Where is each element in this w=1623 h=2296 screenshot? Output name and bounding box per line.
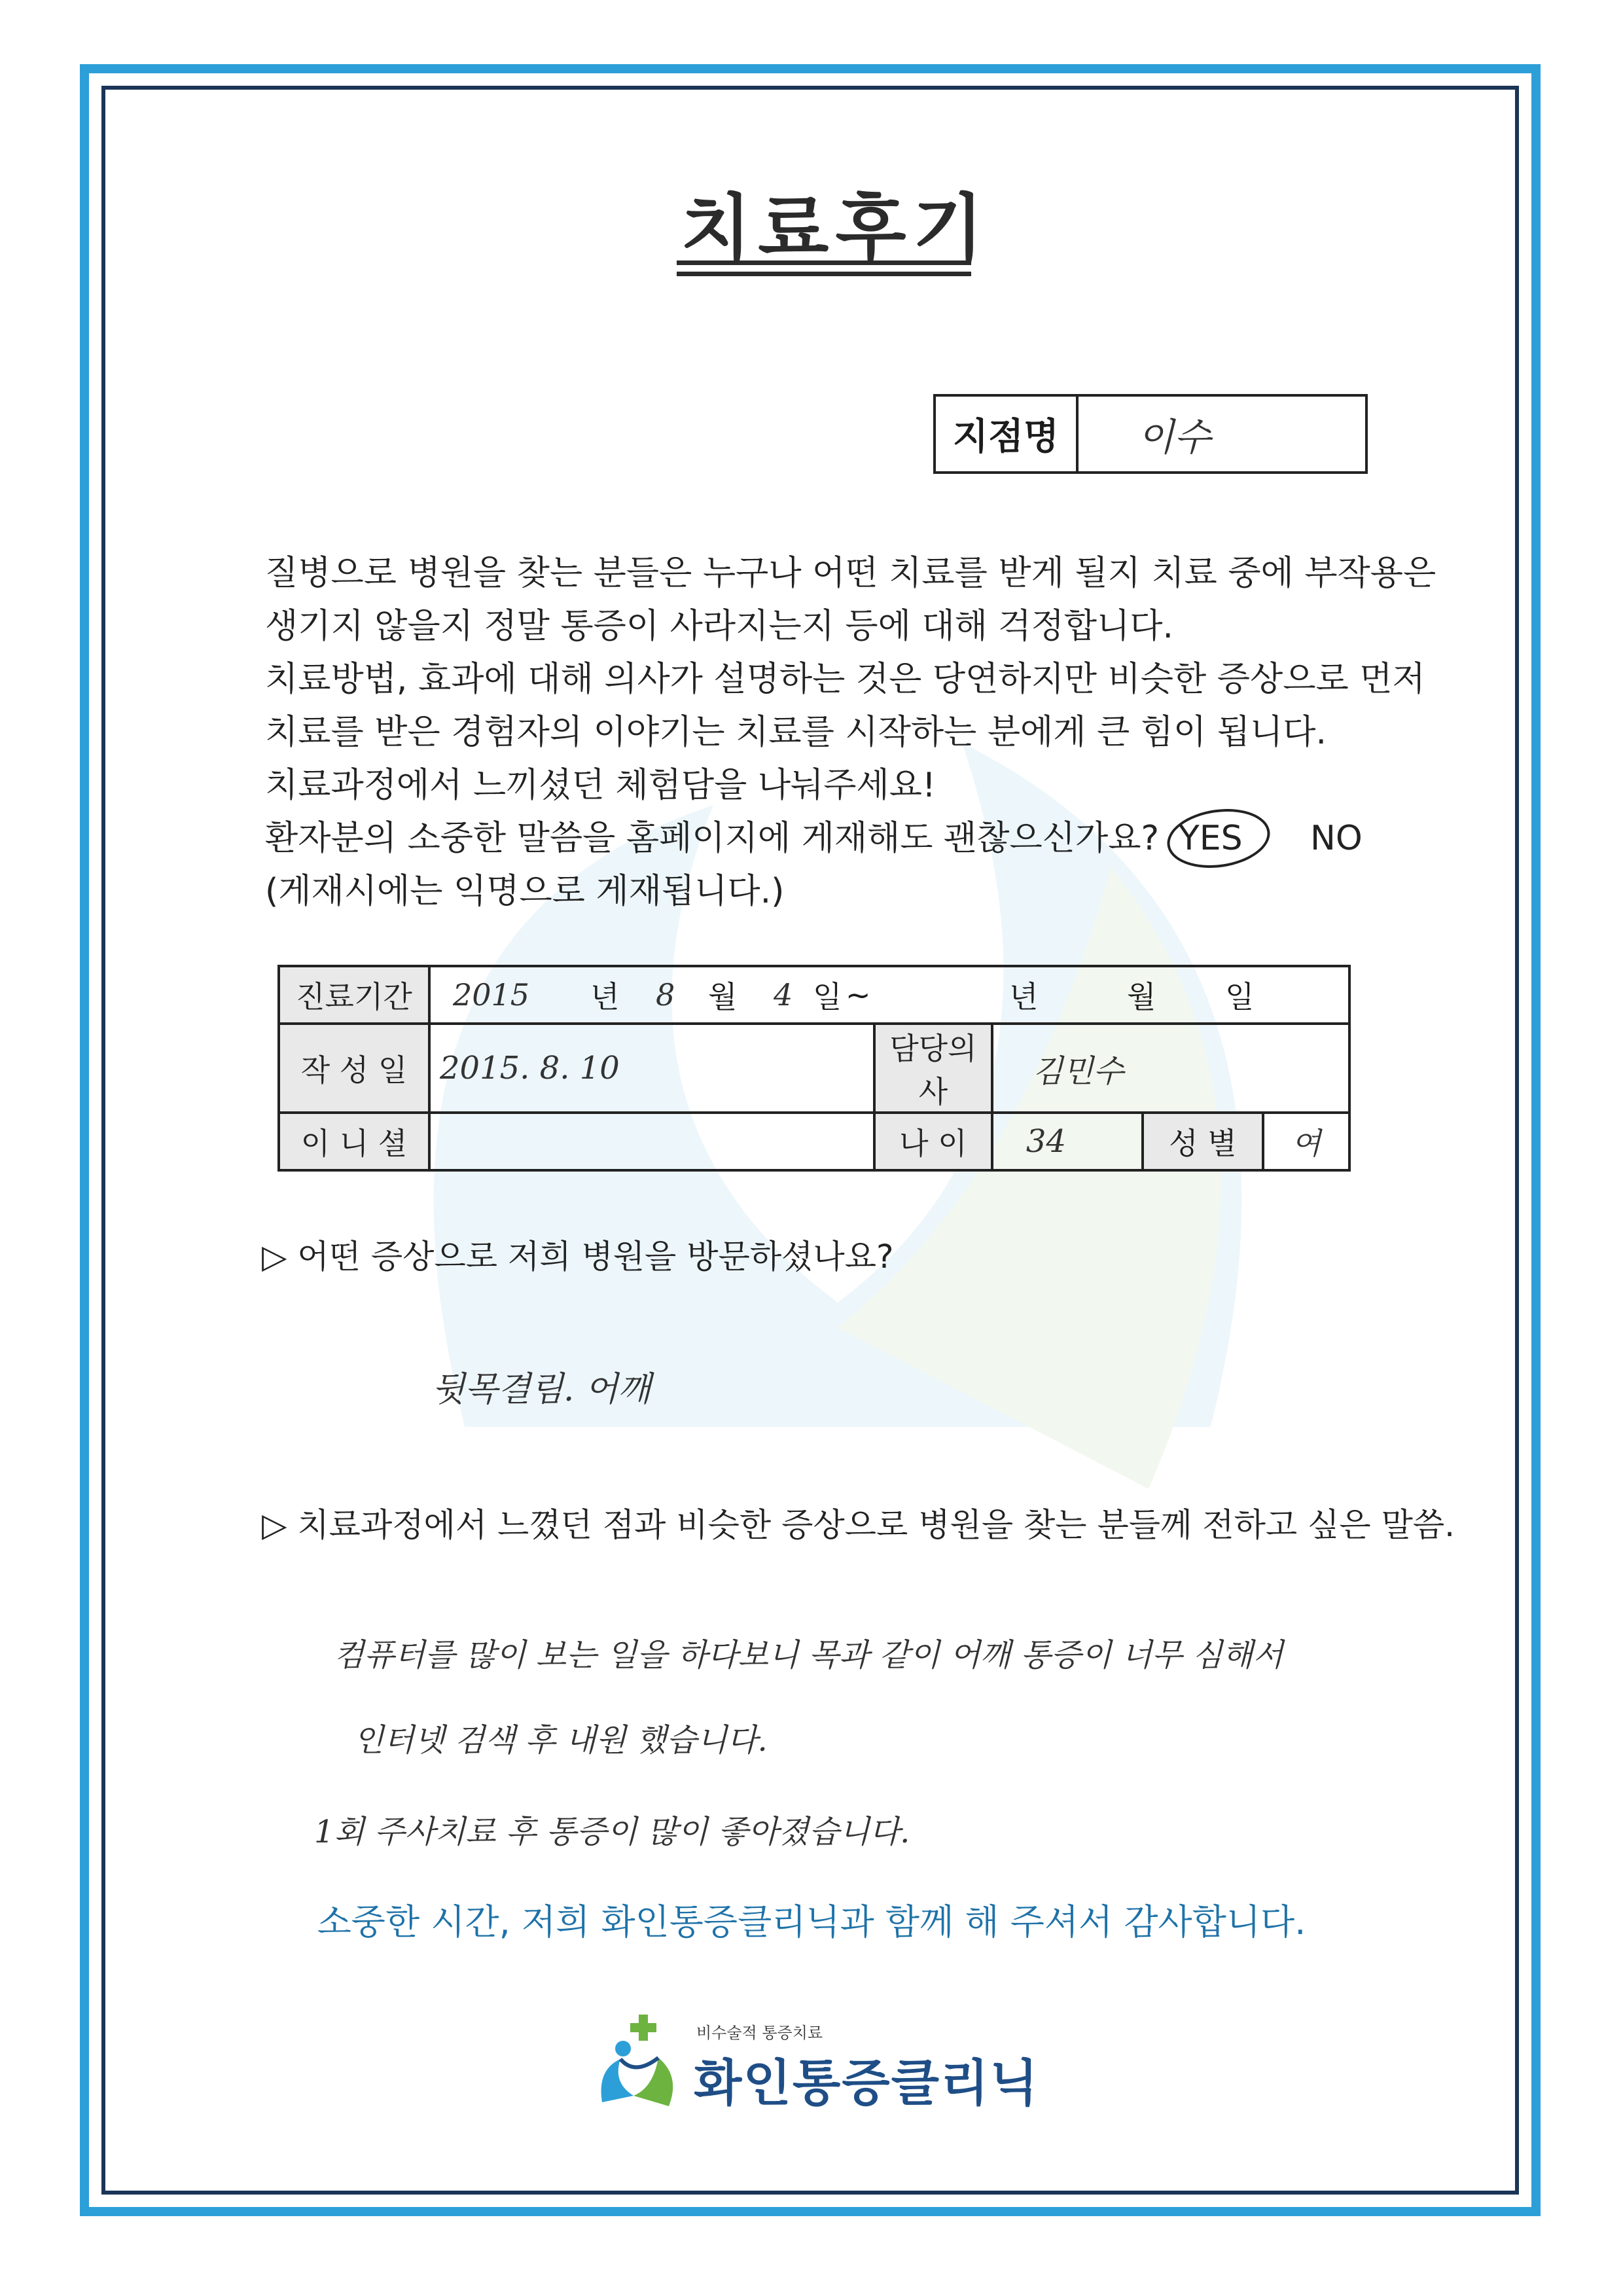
- age-value: 34: [992, 1113, 1143, 1170]
- intro-line: 치료방법, 효과에 대해 의사가 설명하는 것은 당연하지만 비슷한 증상으로 먼저: [265, 660, 1425, 699]
- patient-info-table: [277, 965, 1351, 1172]
- initial-value: [429, 1113, 874, 1170]
- answer-symptoms: 뒷목결림. 어깨: [432, 1370, 651, 1409]
- doctor-label: 담당의사: [874, 1024, 992, 1113]
- age-label: 나 이: [874, 1113, 992, 1170]
- date-value: 2015. 8. 10: [429, 1024, 874, 1113]
- logo-subtitle: 비수술적 통증치료: [696, 2024, 823, 2042]
- intro-line: 질병으로 병원을 찾는 분들은 누구나 어떤 치료를 받게 될지 치료 중에 부작용은: [265, 554, 1436, 593]
- intro-text: [265, 547, 1436, 918]
- month-unit: 월: [708, 979, 738, 1014]
- period-start-month: 8: [656, 977, 675, 1013]
- branch-value: 이수: [1137, 415, 1211, 459]
- consent-no-option: NO: [1310, 819, 1363, 858]
- gender-value: 여: [1291, 1126, 1321, 1161]
- table-row: [279, 1113, 1349, 1170]
- period-start-year: 2015: [453, 977, 530, 1013]
- tilde: ~: [846, 977, 871, 1013]
- year-unit: 년: [590, 979, 620, 1014]
- consent-yes-option: [1179, 812, 1243, 865]
- question-symptoms: ▷ 어떤 증상으로 저희 병원을 방문하셨나요?: [262, 1238, 894, 1276]
- intro-line: 치료를 받은 경험자의 이야기는 치료를 시작하는 분에게 큰 힘이 됩니다.: [265, 713, 1327, 752]
- gender-cell: [1143, 1113, 1349, 1170]
- gender-label: 성 별: [1144, 1114, 1264, 1169]
- logo-name: 화인통증클리닉: [694, 2054, 1039, 2112]
- question-message: ▷ 치료과정에서 느꼈던 점과 비슷한 증상으로 병원을 찾는 분들께 전하고 싶은 말씀.: [262, 1506, 1455, 1544]
- logo-mark-icon: [596, 2011, 694, 2109]
- form-title: 치료후기: [681, 187, 990, 272]
- consent-yes-label: YES: [1179, 819, 1243, 858]
- date-label: 작 성 일: [279, 1024, 429, 1113]
- consent-question: 환자분의 소중한 말씀을 홈페이지에 게재해도 괜찮으신가요?: [265, 819, 1160, 858]
- title-underline: [677, 260, 971, 276]
- period-value: [429, 966, 1349, 1024]
- month-unit: 월: [1127, 979, 1156, 1014]
- answer-message-line: 1회 주사치료 후 통증이 많이 좋아졌습니다.: [314, 1814, 910, 1850]
- period-label: 진료기간: [279, 966, 429, 1024]
- selection-circle: [1164, 802, 1274, 874]
- table-row: [279, 1024, 1349, 1113]
- doctor-value: 김민수: [992, 1024, 1349, 1113]
- day-unit: 일: [1225, 979, 1255, 1014]
- day-unit: 일: [813, 979, 842, 1014]
- intro-line: 치료과정에서 느끼셨던 체험담을 나눠주세요!: [265, 766, 936, 805]
- year-unit: 년: [1009, 979, 1039, 1014]
- table-row: [279, 966, 1349, 1024]
- period-start-day: 4: [774, 977, 793, 1013]
- answer-message-line: 컴퓨터를 많이 보는 일을 하다보니 목과 같이 어깨 통증이 너무 심해서: [334, 1637, 1283, 1674]
- intro-line: 생기지 않을지 정말 통증이 사라지는지 등에 대해 걱정합니다.: [265, 607, 1174, 646]
- clinic-logo: [596, 2011, 1041, 2112]
- answer-message-line: 인터넷 검색 후 내원 했습니다.: [353, 1722, 768, 1759]
- thanks-message: 소중한 시간, 저희 화인통증클리닉과 함께 해 주셔서 감사합니다.: [317, 1901, 1306, 1943]
- branch-field: [933, 394, 1368, 474]
- initial-label: 이 니 셜: [279, 1113, 429, 1170]
- anonymous-note: (게재시에는 익명으로 게재됩니다.): [265, 872, 785, 911]
- consent-line: [265, 812, 1391, 865]
- branch-label: 지점명: [936, 397, 1079, 471]
